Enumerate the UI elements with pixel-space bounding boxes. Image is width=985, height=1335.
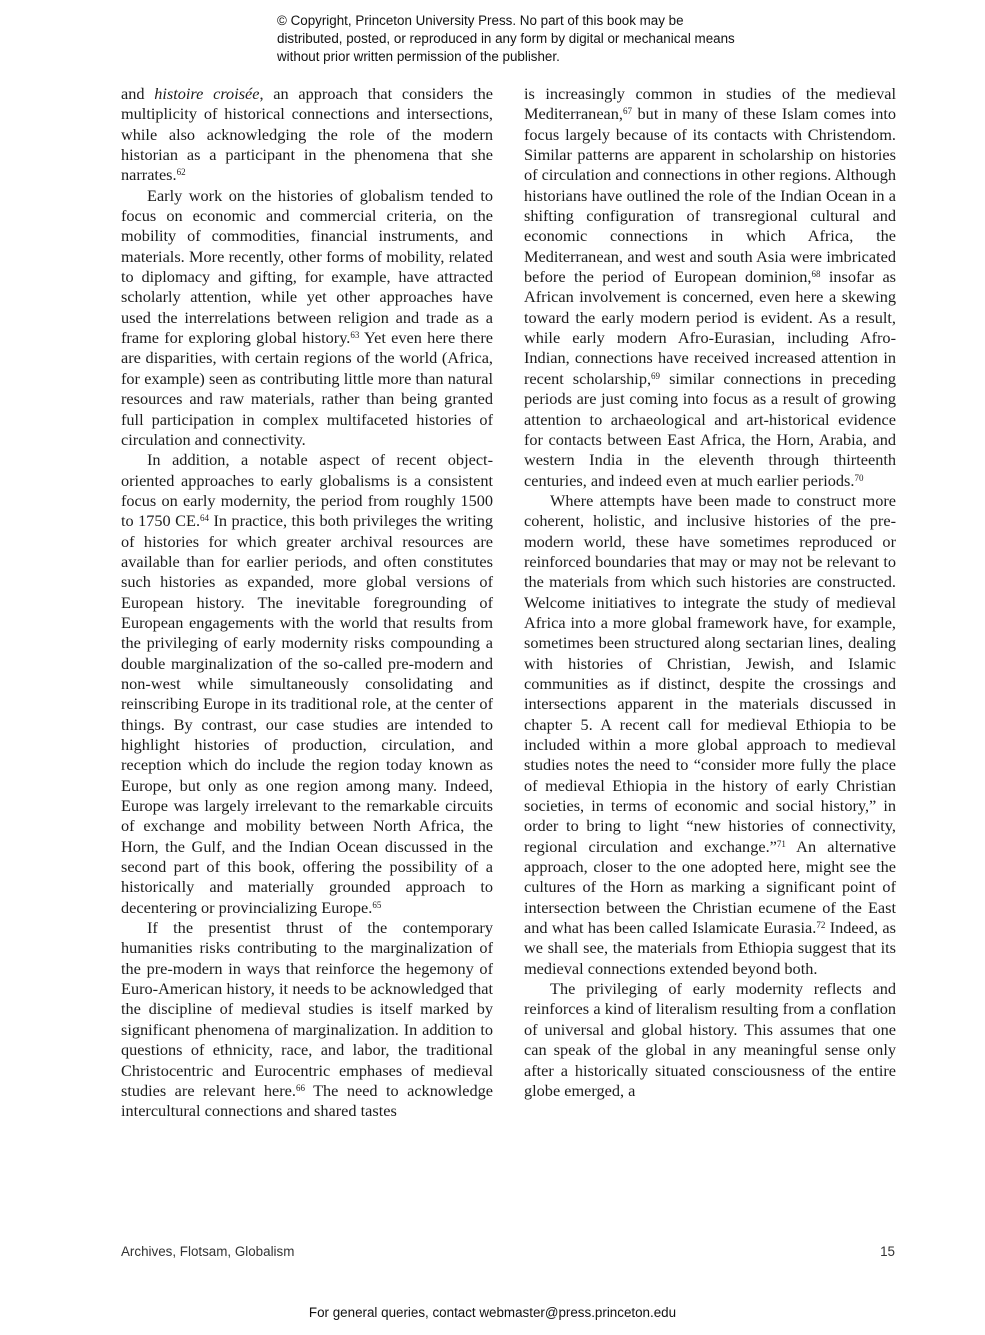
text-run: is increasingly common in studies of the medieval Mediterranean, [524, 84, 896, 124]
footnote-marker: 63 [350, 330, 360, 341]
text-run: insofar as African involvement is concerned, even here a skewing toward the early modern period is evident. As a result, while early modern Afro-Eurasian, including Afro-Indian, connections have received increased attention in recent scholarship, [524, 267, 897, 388]
text-run: but in many of these Islam comes into focus largely because of its contacts with Christendom. Similar patterns are apparent in scholarship on histories of circulation and connections in other regions. Although historians have outlined the role of the Indian Ocean in a shifting configuration of transregional cultural and economic connections in which Africa, the Mediterranean, and west and south Asia were imbricated before the period of European dominion, [524, 104, 896, 287]
text-run: Early work on the histories of globalism tended to focus on economic and commercial criteria, on the mobility of commodities, financial instruments, and materials. More recently, other forms of mobility, related to diplomacy and gifting, for example, have attracted scholarly attention, while yet other approaches have used the interrelations between religion and trade as a frame for exploring global history. [121, 185, 493, 348]
footnote-marker: 66 [295, 1082, 305, 1093]
text-run: In addition, a notable aspect of recent object-oriented approaches to early globalisms is a consistent focus on early modernity, the period from roughly 1500 to 1750 CE. [121, 450, 493, 531]
footnote-marker: 71 [776, 838, 786, 849]
footnote-marker: 62 [176, 167, 186, 178]
text-run: Where attempts have been made to construct more coherent, holistic, and inclusive histories of the pre-modern world, these have sometimes reproduced or reinforced boundaries that may or may not be relevant to the materials from which such histories are constructed. Welcome initiatives to integrate the study of medieval Africa into a more global framework have, for example, sometimes been structured along sectarian lines, dealing with histories of Christian, Jewish, and Islamic communities as if distinct, despite the crossings and intersections apparent in the materials discussed in chapter 5. A recent call for medieval Ethiopia to be included within a more global approach to medieval studies notes the need to “consider more fully the place of medieval Ethiopia in the history of early Christian societies, in terms of economic and social history,” in order to bring to light “new histories of connectivity, regional circulation and exchange.” [524, 490, 896, 856]
copyright-notice: © Copyright, Princeton University Press. No part of this book may be distributed, posted, or reproduced in any form by digital or mechanical means without prior written permission of the publisher. [277, 13, 735, 64]
footnote-marker: 68 [811, 269, 821, 280]
paragraph [121, 450, 493, 918]
text-run: If the presentist thrust of the contemporary humanities risks contributing to the marginalization of the pre-modern in ways that reinforce the hegemony of Euro-American history, it needs to be acknowledged that the discipline of medieval studies is itself marked by significant phenomena of marginalization. In addition to questions of ethnicity, race, and labor, the traditional Christocentric and Eurocentric emphases of medieval studies are relevant here. [121, 918, 493, 1100]
text-run: and [121, 84, 155, 103]
paragraph [121, 186, 493, 450]
text-run: In practice, this both privileges the writing of histories for which greater archival resources are available than for earlier periods, and often constitutes such histories as expanded, more global versions of European history. The inevitable foregrounding of European engagements with the world that results from the privileging of early modernity risks compounding a double marginalization of the so-called pre-modern and non-west while simultaneously consolidating and reinscribing Europe in its traditional role, at the center of things. By contrast, our case studies are intended to highlight histories of production, circulation, and reception which do include the region today known as Europe, but only as one region among many. Indeed, Europe was largely irrelevant to the remarkable circuits of exchange and mobility between North Africa, the Horn, the Gulf, and the Indian Ocean discussed in the second part of this book, offering the possibility of a historically and materially grounded approach to decentering or provincializing Europe. [121, 511, 493, 917]
right-text-column [524, 84, 896, 1101]
italic-term: histoire croisée [154, 84, 260, 103]
paragraph [121, 918, 493, 1121]
page-number: 15 [880, 1244, 895, 1259]
paragraph [524, 84, 896, 491]
footnote-marker: 72 [816, 920, 826, 931]
footnote-marker: 65 [372, 899, 382, 910]
left-text-column [121, 84, 493, 1122]
text-run: An alternative approach, closer to the one adopted here, might see the cultures of the Horn as marking a significant point of intersection between the Christian ecumene of the East and what has been called Islamicate Eurasia. [524, 836, 896, 938]
footnote-marker: 69 [651, 370, 661, 381]
running-title: Archives, Flotsam, Globalism [121, 1244, 295, 1259]
text-run: similar connections in preceding periods are just coming into focus as a result of growing attention to archaeological and art-historical evidence for contacts between East Africa, the Horn, Arabia, and western India in the eleventh through thirteenth centuries, and indeed even at much earlier periods. [524, 368, 896, 490]
text-run: Yet even here there are disparities, with certain regions of the world (Africa, for example) seen as contributing little more than natural resources and raw materials, rather than being granted full participation in complex multifaceted histories of circulation and connectivity. [121, 328, 493, 449]
contact-line: For general queries, contact webmaster@press.princeton.edu [308, 1305, 677, 1320]
text-run: , an approach that considers the multiplicity of historical connections and intersections, while also acknowledging the role of the modern historian as a participant in the phenomena that she narrates. [121, 84, 494, 185]
text-run: The need to acknowledge intercultural connections and shared tastes [121, 1080, 493, 1121]
text-run: Indeed, as we shall see, the materials from Ethiopia suggest that its medieval connections extended beyond both. [524, 918, 896, 978]
footnote-marker: 70 [854, 472, 864, 483]
text-run: The privileging of early modernity reflects and reinforces a kind of literalism resulting from a conflation of universal and global history. This assumes that one can speak of the global in any meaningful sense only after a historically situated consciousness of the entire globe emerged, a [524, 979, 896, 1100]
footnote-marker: 64 [200, 513, 210, 524]
paragraph [524, 979, 896, 1101]
paragraph [524, 491, 896, 979]
footnote-marker: 67 [623, 106, 632, 117]
paragraph [121, 84, 493, 186]
